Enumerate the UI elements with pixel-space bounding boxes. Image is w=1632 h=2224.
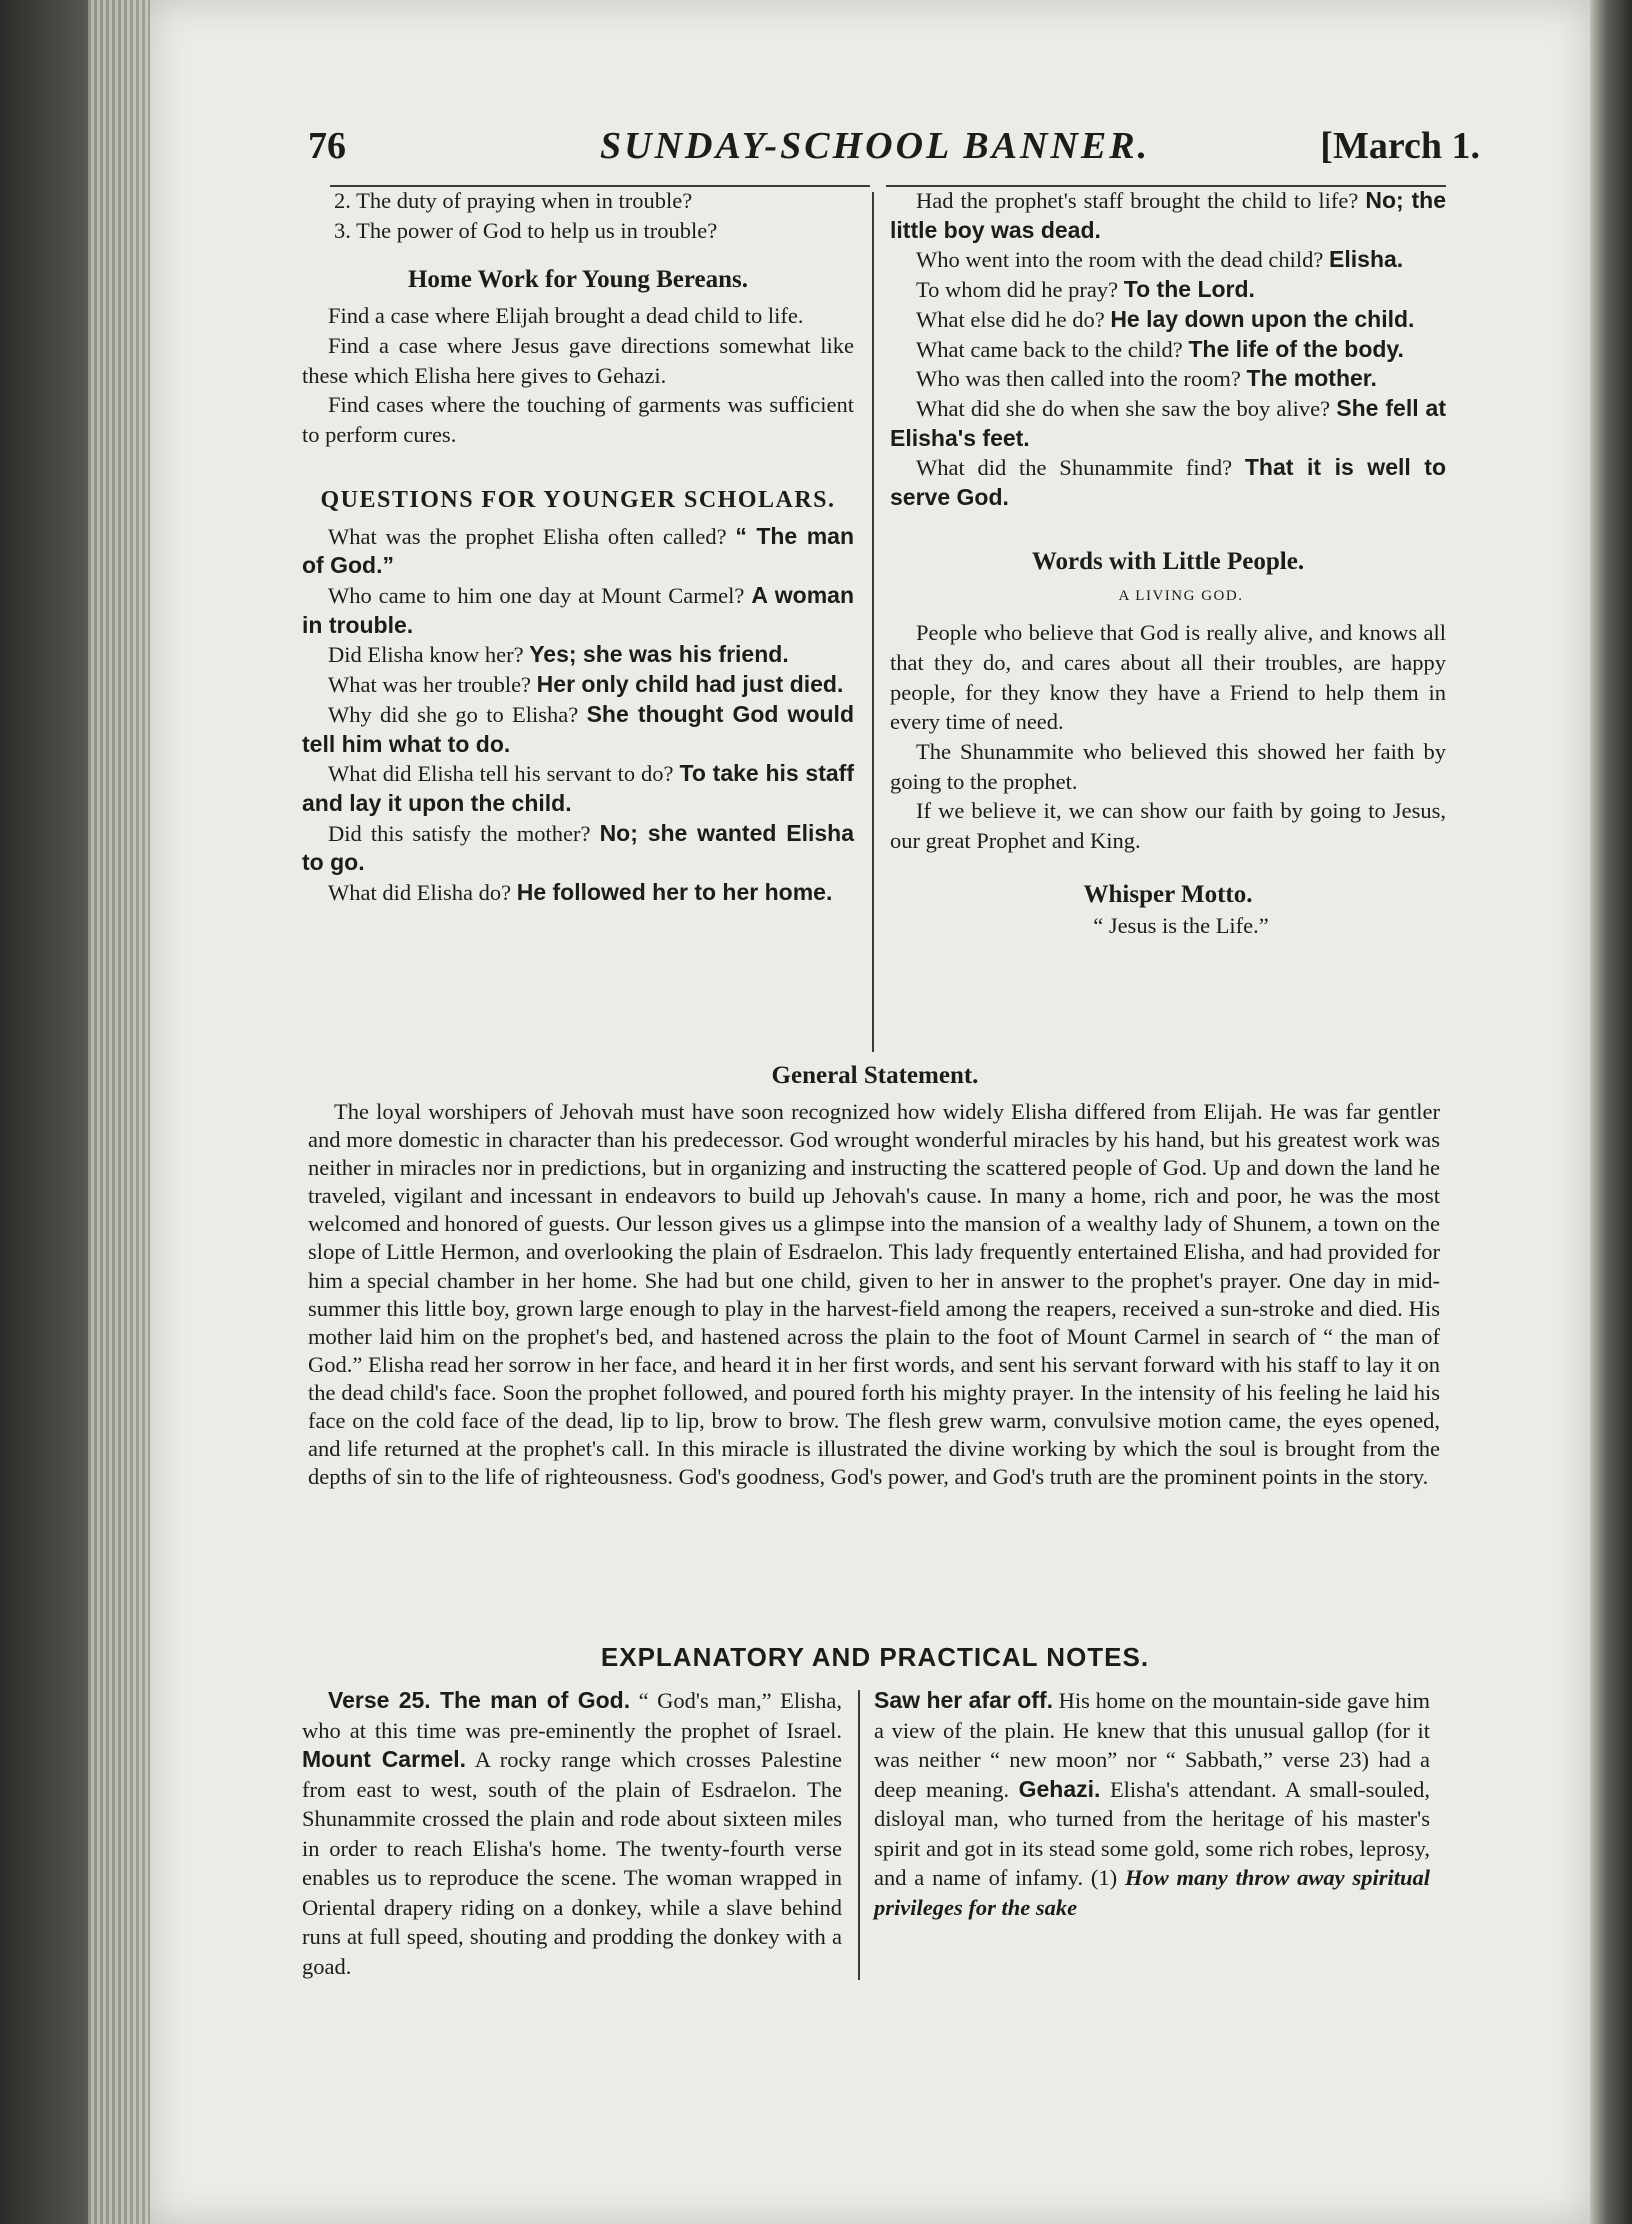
question: What did Elisha tell his servant to do? <box>328 761 674 787</box>
question: What did the Shunammite find? <box>916 455 1233 481</box>
home-work-paragraph: Find a case where Elijah brought a dead child to life. <box>328 303 804 329</box>
question: What came back to the child? <box>916 336 1183 362</box>
home-work-paragraph: Find a case where Jesus gave directions somewhat like these which Elisha here gives to Gehazi. <box>302 332 854 388</box>
issue-date: [March 1. <box>1320 125 1480 167</box>
general-statement-text: The loyal worshipers of Jehovah must have soon recognized how widely Elisha differed from Elijah. He was far gentler and more domestic in character than his predecessor. God wrought wonderful miracles by his hand, but his greatest work was neither in miracles nor in predictions, but in organizing and instructing the scattered people of God. Up and down the land he traveled, vigilant and incessant in endeavors to build up Jehovah's cause. In many a home, rich and poor, he was the most welcomed and honored of guests. Our lesson gives us a glimpse into the mansion of a wealthy lady of Shunem, a town on the slope of Little Hermon, and overlooking the plain of Esdraelon. This lady frequently entertained Elisha, and had provided for him a special chamber in her home. She had but one child, given to her in answer to the prophet's prayer. One day in mid-summer this little boy, grown large enough to play in the harvest-field among the reapers, received a sun-stroke and died. His mother laid him on the prophet's bed, and hastened across the plain to the foot of Mount Carmel in search of “ the man of God.” Elisha read her sorrow in her face, and heard it in her first words, and sent his servant forward with his staff to lay it on the dead child's face. Soon the prophet followed, and poured forth his mighty prayer. In the intensity of his feeling he laid his face on the cold face of the dead, lip to lip, brow to brow. The flesh grew warm, convulsive motion came, the eyes opened, and life returned at the prophet's call. In this miracle is illustrated the divine working by which the soul is brought from the depths of sin to the life of righteousness. God's goodness, God's power, and God's truth are the prominent points in the story. <box>308 1099 1440 1490</box>
qa-item <box>302 878 854 908</box>
question: Did this satisfy the mother? <box>328 820 591 846</box>
left-column <box>302 186 854 908</box>
little-people-heading: Words with Little People. <box>1031 547 1305 575</box>
home-work-paragraph: Find cases where the touching of garments was sufficient to perform cures. <box>302 392 854 447</box>
little-people-paragraph: People who believe that God is really alive, and knows all that they do, and cares about all their troubles, are happy people, for they know they have a Friend to help them in every time of need. <box>890 620 1446 735</box>
question: Did Elisha know her? <box>328 642 524 668</box>
magazine-title: SUNDAY-SCHOOL BANNER. <box>600 125 1151 167</box>
answer: He followed her to her home. <box>516 879 833 906</box>
qa-item <box>890 364 1446 394</box>
question: To whom did he pray? <box>916 277 1119 303</box>
qa-item <box>890 245 1446 275</box>
answer: Her only child had just died. <box>536 671 844 698</box>
qa-item <box>302 819 854 878</box>
answer: The mother. <box>1246 365 1377 392</box>
note-text: Elisha's attendant. A small-souled, disloyal man, who turned from the heritage of his master's spirit and got in its stead some gold, some rich robes, leprosy, and a name of infamy. (1) <box>874 1776 1430 1890</box>
qa-item <box>302 759 854 818</box>
page-edges <box>88 0 158 2224</box>
little-people-paragraph: The Shunammite who believed this showed her faith by going to the prophet. <box>890 738 1446 794</box>
qa-item <box>890 275 1446 305</box>
answer: To the Lord. <box>1123 276 1255 303</box>
note-text: “ God's man,” Elisha, who at this time was pre-eminently the prophet of Israel. <box>302 1688 843 1743</box>
answer: Elisha. <box>1329 246 1404 273</box>
qa-item <box>890 186 1446 245</box>
note-paragraph <box>302 1686 842 1981</box>
younger-scholars-heading: QUESTIONS FOR YOUNGER SCHOLARS. <box>320 486 836 513</box>
question: What was her trouble? <box>328 672 532 698</box>
answer: That it is well to serve God. <box>890 454 1447 511</box>
qa-item <box>302 581 854 640</box>
gutter-shadow <box>1590 0 1632 2224</box>
verse-label: Saw her afar off. <box>874 1687 1054 1713</box>
qa-item <box>890 453 1446 512</box>
verse-label: Mount Carmel. <box>302 1746 467 1772</box>
question: What else did he do? <box>916 306 1105 332</box>
list-item: 3. The power of God to help us in trouble? <box>334 217 718 243</box>
verse-label: Gehazi. <box>1018 1775 1101 1802</box>
question: Who went into the room with the dead child? <box>916 247 1324 273</box>
column-rule <box>872 192 874 1052</box>
question: Had the prophet's staff brought the child to life? <box>916 188 1359 213</box>
page-number: 76 <box>308 125 346 167</box>
motto-heading: Whisper Motto. <box>1083 880 1253 908</box>
question: Who came to him one day at Mount Carmel? <box>328 583 745 609</box>
question: What did Elisha do? <box>328 880 512 906</box>
qa-item <box>302 522 854 581</box>
qa-item <box>302 640 854 670</box>
home-work-heading: Home Work for Young Bereans. <box>407 266 749 294</box>
running-header <box>300 118 1480 170</box>
little-people-paragraph: If we believe it, we can show our faith by going to Jesus, our great Prophet and King. <box>890 798 1446 854</box>
right-column <box>890 186 1446 941</box>
general-statement-heading: General Statement. <box>771 1062 979 1089</box>
motto-text: “ Jesus is the Life.” <box>1093 913 1269 939</box>
question: Why did she go to Elisha? <box>328 701 579 727</box>
verse-label: Verse 25. The man of God. <box>328 1687 631 1713</box>
answer: She thought God would tell him what to do. <box>302 700 854 757</box>
note-italic-text: How many throw away spiritual privileges for the sake <box>874 1865 1430 1920</box>
answer: He lay down upon the child. <box>1110 305 1415 332</box>
question: What was the prophet Elisha often called? <box>328 523 727 549</box>
general-statement-body <box>308 1098 1440 1491</box>
notes-left-column <box>302 1686 842 1981</box>
note-paragraph <box>874 1686 1430 1922</box>
list-item: 2. The duty of praying when in trouble? <box>334 188 693 213</box>
answer: She fell at Elisha's feet. <box>890 394 1447 451</box>
notes-heading: EXPLANATORY AND PRACTICAL NOTES. <box>600 1642 1150 1672</box>
answer: A woman in trouble. <box>302 582 855 638</box>
question: What did she do when she saw the boy alive? <box>916 395 1331 421</box>
answer: No; she wanted Elisha to go. <box>302 819 854 876</box>
notes-column-rule <box>858 1690 860 1980</box>
note-text: His home on the mountain-side gave him a view of the plain. He knew that this unusual gallop (for it was neither “ new moon” nor “ Sabbath,” verse 23) had a deep meaning. <box>874 1688 1430 1802</box>
qa-item <box>890 305 1446 335</box>
answer: “ The man of God.” <box>302 522 855 579</box>
qa-item <box>302 670 854 700</box>
answer: To take his staff and lay it upon the child. <box>302 760 854 816</box>
note-text: A rocky range which crosses Palestine from east to west, south of the plain of Esdraelon. The Shunammite crossed the plain and rode about sixteen miles in order to reach Elisha's home. The twenty-fourth verse enables us to reproduce the scene. The woman wrapped in Oriental drapery riding on a donkey, while a slave behind runs at full speed, shouting and prodding the donkey with a goad. <box>302 1747 843 1979</box>
little-people-subheading: A LIVING GOD. <box>1118 588 1244 605</box>
question: Who was then called into the room? <box>916 366 1241 392</box>
qa-item <box>302 700 854 759</box>
qa-item <box>890 335 1446 365</box>
notes-right-column <box>874 1686 1430 1922</box>
answer: The life of the body. <box>1188 335 1404 362</box>
qa-item <box>890 394 1446 453</box>
answer: Yes; she was his friend. <box>529 641 789 668</box>
answer: No; the little boy was dead. <box>890 187 1446 243</box>
